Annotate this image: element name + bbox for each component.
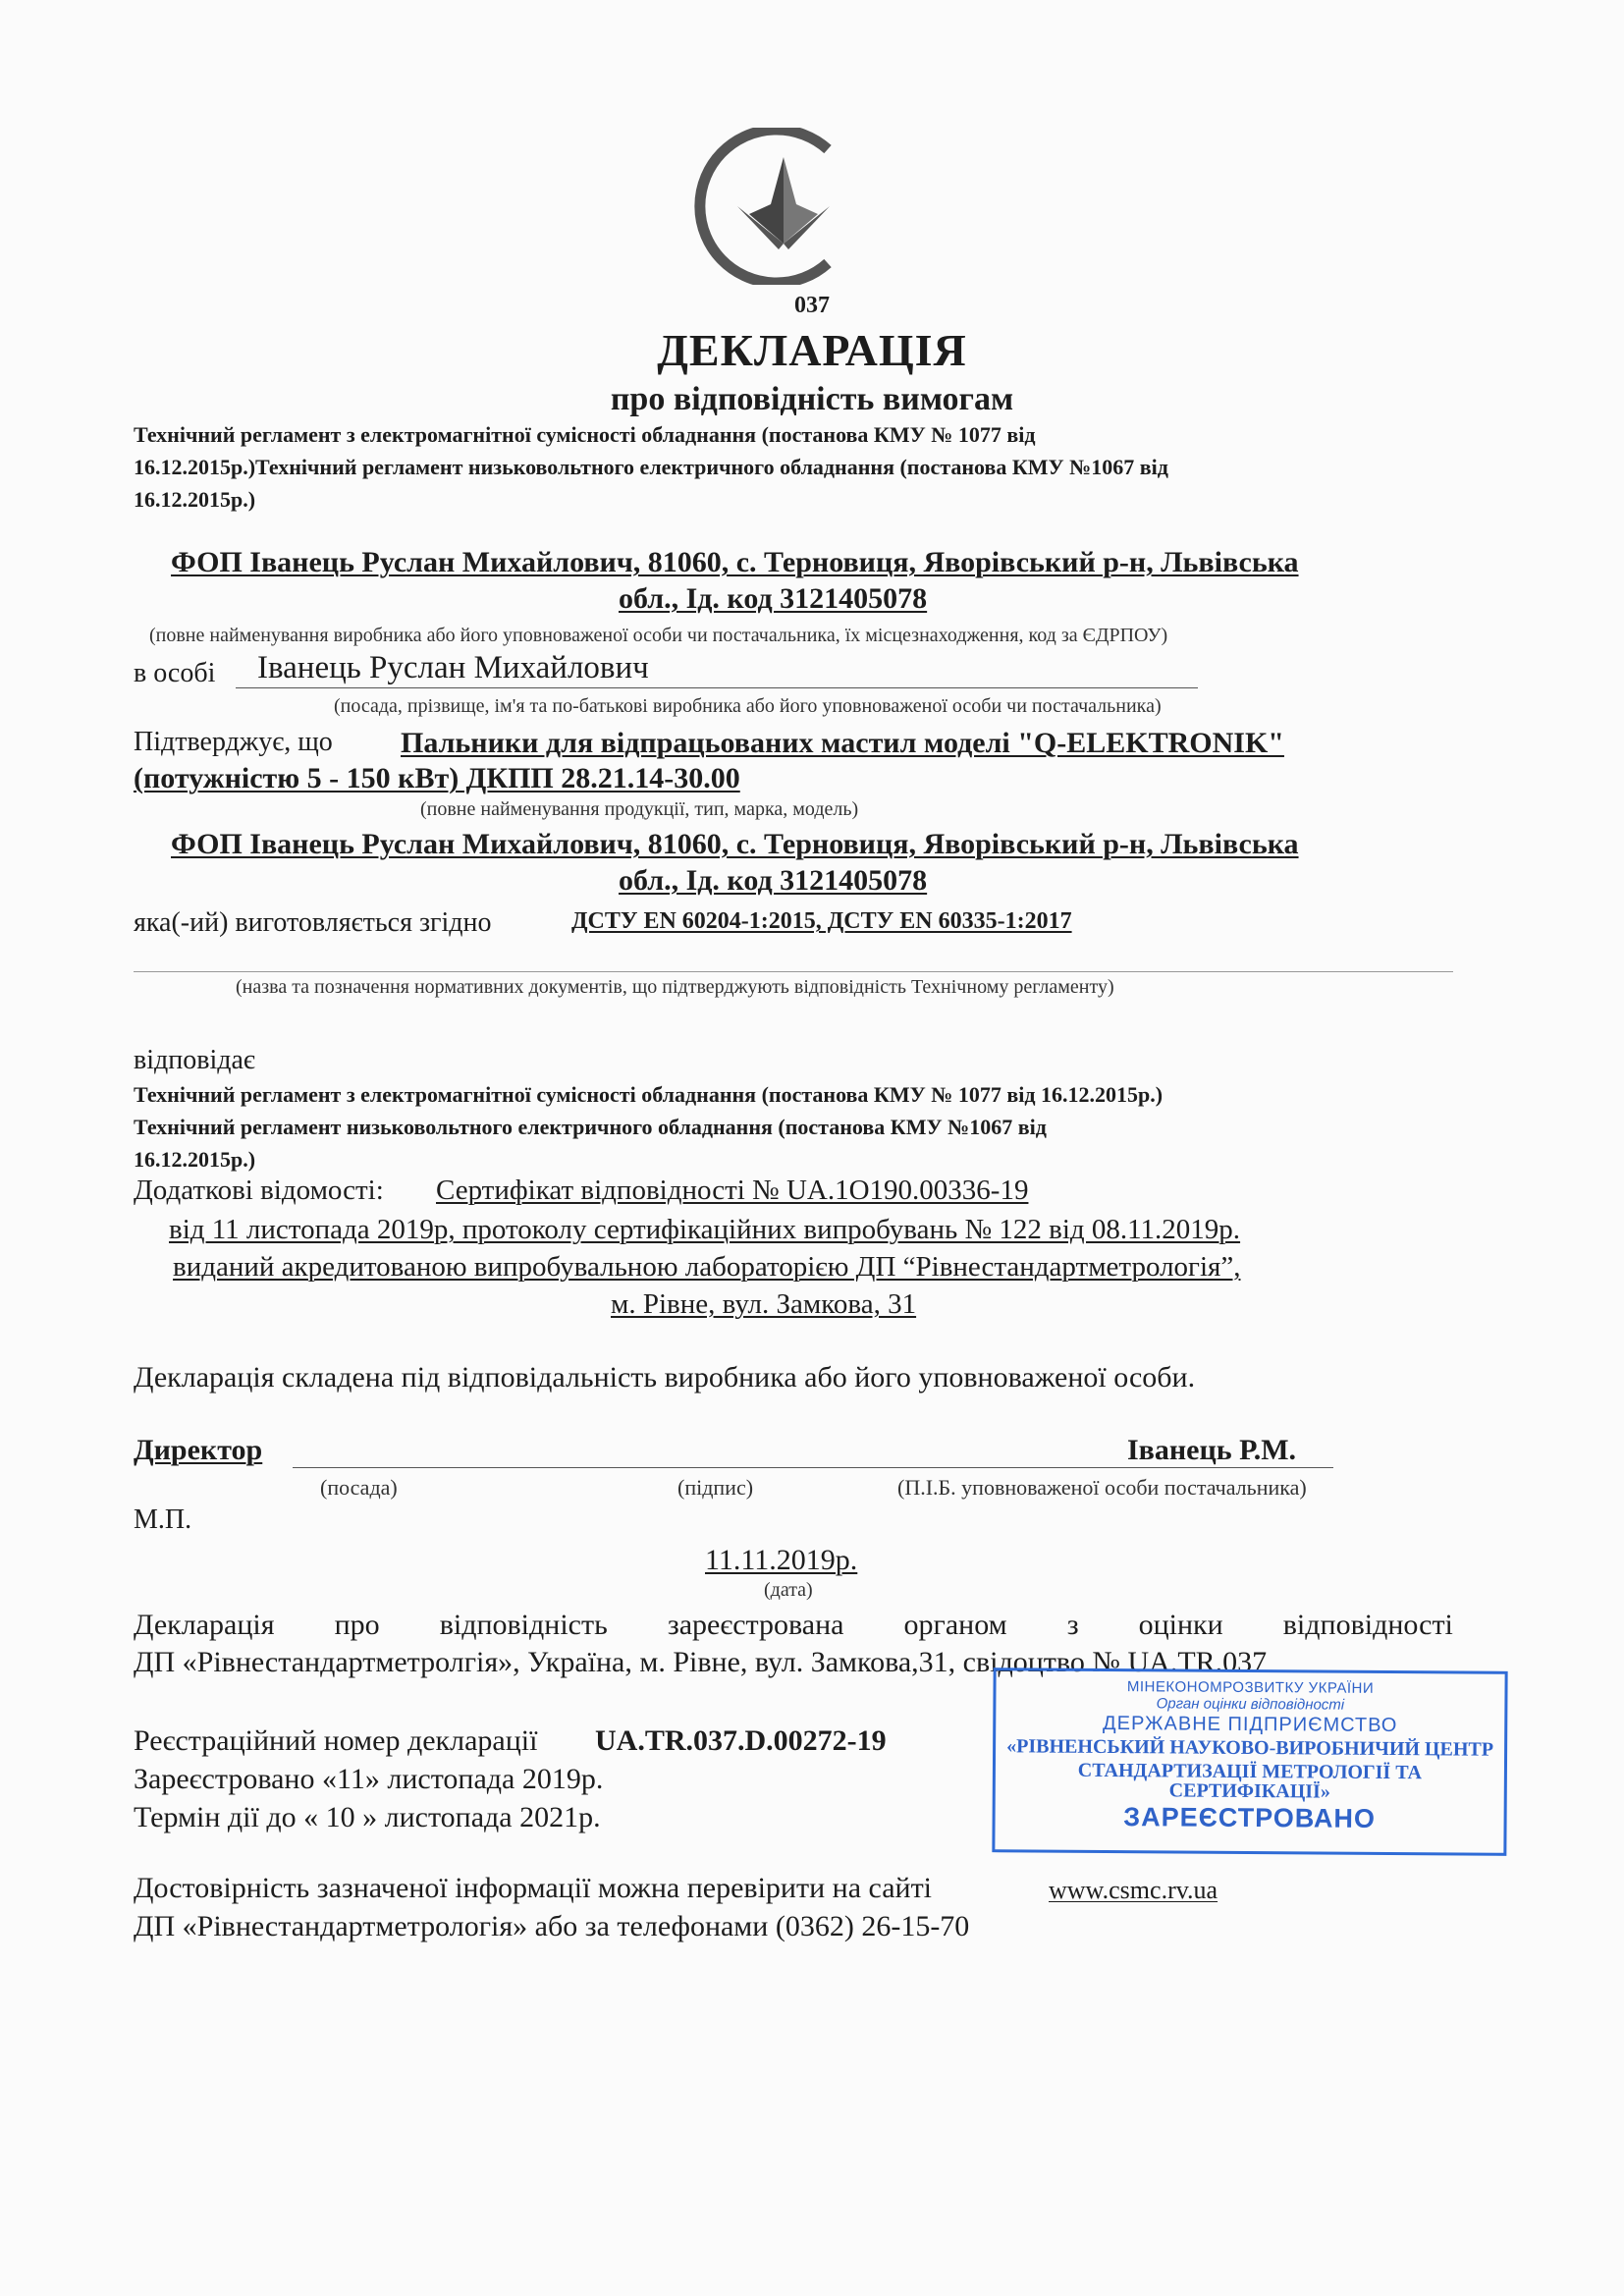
stamp-line-6: ЗАРЕЄСТРОВАНО (1123, 1802, 1377, 1833)
conformity-line-2: Технічний регламент низьковольтного електричного обладнання (постанова КМУ №1067 від (134, 1115, 1047, 1139)
producer-line-2: обл., Ід. код 3121405078 (619, 864, 928, 897)
registration-number-value: UA.TR.037.D.00272-19 (595, 1724, 887, 1757)
verification-line-2: ДП «Рівнестандартметрологія» або за телефонами (0362) 26-15-70 (134, 1910, 970, 1942)
producer-line-1: ФОП Іванець Руслан Михайлович, 81060, с. Терновиця, Яворівський р-н, Львівська (171, 828, 1299, 860)
registration-word: Декларація (134, 1609, 275, 1641)
registration-line-1 (134, 1609, 1453, 1642)
stamp-line-3: ДЕРЖАВНЕ ПІДПРИЄМСТВО (1103, 1712, 1398, 1737)
caption-position: (посада) (320, 1475, 398, 1500)
conformity-line-3: 16.12.2015р.) (134, 1147, 256, 1172)
manufacturer-caption: (повне найменування виробника або його уповноваженої особи чи постачальника, їх місцезнаходження, код за ЄДРПОУ) (149, 625, 1168, 646)
registration-word: відповідність (439, 1609, 608, 1641)
person-caption: (посада, прізвище, ім'я та по-батькові виробника або його уповноваженої особи чи постачальника) (334, 695, 1162, 717)
registration-number-label: Реєстраційний номер декларації (134, 1724, 538, 1757)
registration-line-2: ДП «Рівнестандартметролгія», Україна, м. Рівне, вул. Замкова,31, свідоцтво № UA.TR.037 (134, 1646, 1268, 1678)
stamp-line-1: МІНЕКОНОМРОЗВИТКУ УКРАЇНИ (1126, 1678, 1375, 1697)
person-label: в особі (134, 658, 216, 688)
additional-line-3: виданий акредитованою випробувальною лабораторією ДП “Рівнестандартметрологія”, (173, 1251, 1241, 1283)
registration-word: зареєстрована (667, 1609, 844, 1641)
person-underline (236, 687, 1198, 688)
seal-place: М.П. (134, 1504, 192, 1535)
page-title: ДЕКЛАРАЦІЯ (657, 325, 967, 375)
conformity-mark-logo (680, 128, 887, 285)
product-label: Підтверджує, що (134, 727, 333, 757)
product-line-1: Пальники для відпрацьованих мастил моделі "Q-ELEKTRONIK" (401, 727, 1284, 759)
stamp-line-2: Орган оцінки відповідності (1156, 1695, 1345, 1714)
additional-label: Додаткові відомості: (134, 1175, 384, 1206)
standards-caption: (назва та позначення нормативних документів, що підтверджують відповідність Технічному регламенту) (236, 976, 1114, 998)
product-caption: (повне найменування продукції, тип, марка, модель) (420, 798, 859, 820)
standards-value: ДСТУ EN 60204-1:2015, ДСТУ EN 60335-1:2017 (571, 908, 1072, 934)
page-subtitle: про відповідність вимогам (610, 381, 1014, 417)
verification-site-link[interactable]: www.csmc.rv.ua (1049, 1876, 1218, 1904)
standards-underline (134, 971, 1453, 972)
person-value: Іванець Руслан Михайлович (257, 650, 649, 685)
registration-stamp (992, 1667, 1507, 1856)
valid-until: Термін дії до « 10 » листопада 2021р. (134, 1801, 601, 1833)
signature-date: 11.11.2019р. (705, 1544, 858, 1576)
regulation-line-2: 16.12.2015р.)Технічний регламент низьковольтного електричного обладнання (постанова КМУ №1067 від (134, 455, 1168, 479)
stamp-line-5: СТАНДАРТИЗАЦІЇ МЕТРОЛОГІЇ ТА СЕРТИФІКАЦІЇ» (1077, 1759, 1423, 1803)
standards-label: яка(-ий) виготовляється згідно (134, 907, 492, 938)
caption-signature: (підпис) (677, 1475, 754, 1500)
signature-position: Директор (134, 1434, 263, 1466)
registration-word: органом (903, 1609, 1007, 1641)
conformity-line-1: Технічний регламент з електромагнітної сумісності обладнання (постанова КМУ № 1077 від 16.12.2015р.) (134, 1082, 1164, 1107)
conformity-label: відповідає (134, 1045, 255, 1075)
registration-word: про (334, 1609, 380, 1641)
manufacturer-line-2: обл., Ід. код 3121405078 (619, 582, 928, 615)
manufacturer-line-1: ФОП Іванець Руслан Михайлович, 81060, с. Терновиця, Яворівський р-н, Львівська (171, 546, 1299, 578)
registered-date: Зареєстровано «11» листопада 2019р. (134, 1763, 604, 1795)
additional-line-1: Сертифікат відповідності № UA.1O190.00336-19 (436, 1175, 1029, 1206)
registration-word: відповідності (1282, 1609, 1453, 1641)
responsibility-statement: Декларація складена під відповідальність виробника або його уповноваженої особи. (134, 1361, 1196, 1394)
declaration-number: 037 (794, 293, 830, 318)
registration-word: з (1066, 1609, 1079, 1641)
product-line-2: (потужністю 5 - 150 кВт) ДКПП 28.21.14-30.00 (134, 762, 740, 794)
verification-line-1: Достовірність зазначеної інформації можна перевірити на сайті (134, 1872, 933, 1904)
caption-name: (П.І.Б. уповноваженої особи постачальника) (897, 1475, 1307, 1500)
additional-line-4: м. Рівне, вул. Замкова, 31 (611, 1288, 917, 1320)
additional-line-2: від 11 листопада 2019р, протоколу сертифікаційних випробувань № 122 від 08.11.2019р. (169, 1214, 1241, 1245)
date-caption: (дата) (764, 1579, 813, 1601)
regulation-line-1: Технічний регламент з електромагнітної сумісності обладнання (постанова КМУ № 1077 від (134, 422, 1036, 447)
registration-word: оцінки (1138, 1609, 1223, 1641)
regulation-line-3: 16.12.2015р.) (134, 487, 256, 512)
signature-name: Іванець Р.М. (1127, 1434, 1297, 1466)
stamp-line-4: «РІВНЕНСЬКИЙ НАУКОВО-ВИРОБНИЧИЙ ЦЕНТР (1006, 1735, 1494, 1761)
signature-underline (293, 1467, 1333, 1468)
